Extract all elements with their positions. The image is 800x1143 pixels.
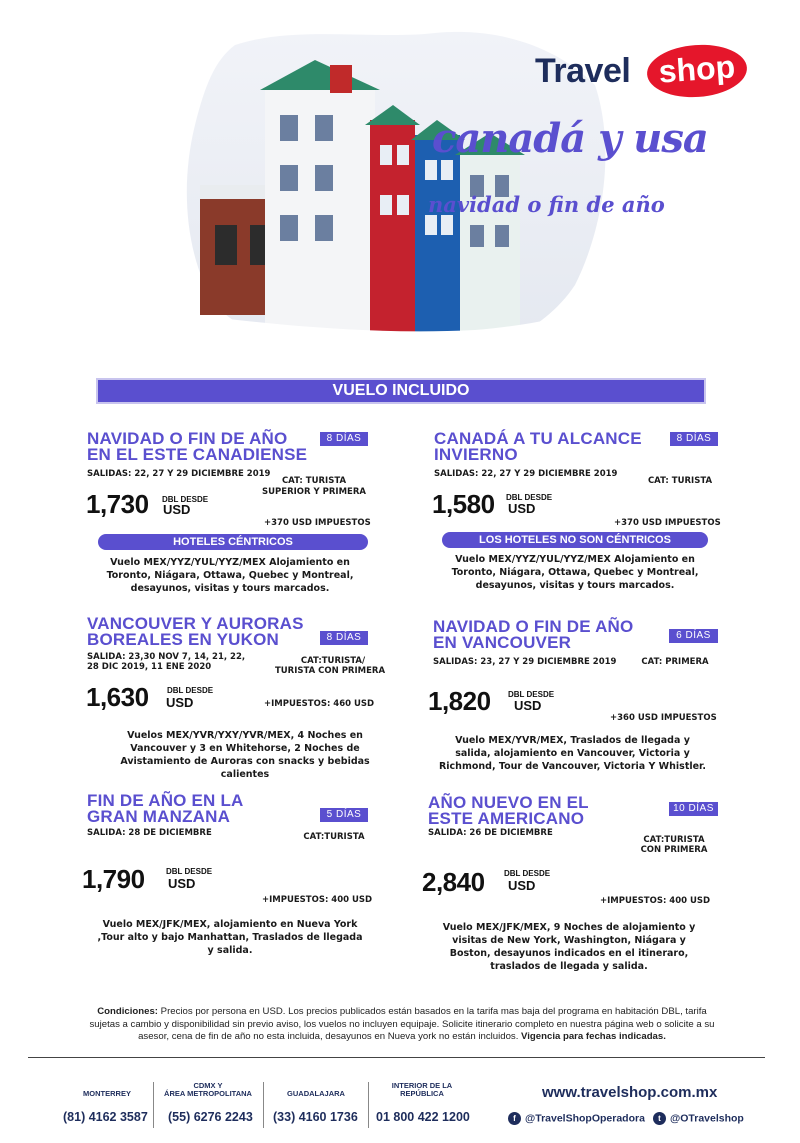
package-title-line2: EN EL ESTE CANADIENSE xyxy=(87,445,308,464)
category-line2: SUPERIOR Y PRIMERA xyxy=(262,487,366,497)
salidas-text-line2: 28 DIC 2019, 11 ENE 2020 xyxy=(87,662,212,672)
description-line: Vuelo MEX/JFK/MEX, 9 Noches de alojamiento y xyxy=(442,922,696,933)
office-city xyxy=(372,1082,472,1098)
category-line1: CAT: TURISTA xyxy=(647,476,713,486)
package-title-line1: NAVIDAD O FIN DE AÑO xyxy=(87,429,288,448)
package-title-line1: CANADÁ A TU ALCANCE xyxy=(434,429,642,448)
category-line1: CAT:TURISTA xyxy=(303,832,365,842)
office-city-line: CDMX Y xyxy=(193,1081,223,1090)
category-line1: CAT:TURISTA xyxy=(643,835,705,845)
description-line: calientes xyxy=(220,769,270,780)
description-line: Vancouver y 3 en Whitehorse, 2 Noches de xyxy=(130,743,360,754)
package-title-line1: FIN DE AÑO EN LA xyxy=(87,791,244,810)
hotel-pill: LOS HOTELES NO SON CÉNTRICOS xyxy=(442,532,708,548)
conditions-label: Condiciones: xyxy=(97,1006,158,1017)
salidas-text: SALIDAS: 23, 27 Y 29 DICIEMBRE 2019 xyxy=(433,657,617,667)
category-line2: CON PRIMERA xyxy=(640,845,708,855)
description-line: traslados de llegada y salida. xyxy=(490,961,648,972)
impuestos-text: +360 USD IMPUESTOS xyxy=(610,713,717,723)
twitter-icon: t xyxy=(653,1112,666,1125)
impuestos-text: +IMPUESTOS: 460 USD xyxy=(264,699,375,709)
price-value: 1,790 xyxy=(82,864,145,894)
office-phone[interactable]: (55) 6276 2243 xyxy=(168,1110,253,1124)
description-line: Vuelo MEX/YVR/MEX, Traslados de llegada y xyxy=(455,735,690,746)
description-line: Vuelo MEX/YYZ/YUL/YYZ/MEX Alojamiento en xyxy=(455,554,695,565)
salidas-text: SALIDA: 26 DE DICIEMBRE xyxy=(428,828,553,838)
dbl-desde-label: DBL DESDE xyxy=(508,690,555,699)
days-badge: 8 DÍAS xyxy=(670,432,718,446)
description-line: Toronto, Niágara, Ottawa, Quebec y Montreal, xyxy=(451,567,699,578)
description-line: visitas de New York, Washington, Niágara y xyxy=(452,935,686,946)
days-badge: 10 DÍAS xyxy=(669,802,718,816)
vuelo-incluido-banner: VUELO INCLUIDO xyxy=(96,378,706,404)
dbl-desde-label: DBL DESDE xyxy=(167,686,214,695)
office-city-line: MONTERREY xyxy=(83,1089,131,1098)
conditions-text xyxy=(84,1006,720,1044)
description-line: Vuelo MEX/YYZ/YUL/YYZ/MEX Alojamiento en xyxy=(110,557,350,568)
office-city xyxy=(160,1082,256,1098)
category-line2: TURISTA CON PRIMERA xyxy=(274,666,386,676)
description-line: Toronto, Niágara, Ottawa, Quebec y Montreal, xyxy=(106,570,354,581)
conditions-body: Precios por persona en USD. Los precios publicados están basados en la tarifa mas baja del programa en habitación DBL, tarifa sujetas a cambio y disponibilidad sin previo aviso, los vuelos no incluyen equipaje. Solicite itinerario completo en nuestra página web o solicite a su asesor, cena de fin de año no esta incluida, desayunos en Nueva york no están incluidos. xyxy=(89,1006,715,1042)
footer-separator xyxy=(263,1082,264,1128)
twitter-handle: @OTravelshop xyxy=(670,1112,744,1125)
dbl-desde-label: DBL DESDE xyxy=(162,495,209,504)
office-city-line: ÁREA METROPOLITANA xyxy=(164,1089,252,1098)
price-value: 1,730 xyxy=(86,489,149,519)
price-value: 2,840 xyxy=(422,867,485,897)
package-title-line1: VANCOUVER Y AURORAS xyxy=(87,614,304,633)
impuestos-text: +370 USD IMPUESTOS xyxy=(614,518,721,528)
dbl-desde-label: DBL DESDE xyxy=(504,869,551,878)
description-line: salida, alojamiento en Vancouver, Victoria y xyxy=(455,748,690,759)
days-badge: 8 DÍAS xyxy=(320,432,368,446)
usd-label: USD xyxy=(514,698,542,713)
footer-divider xyxy=(28,1057,765,1058)
dbl-desde-label: DBL DESDE xyxy=(506,493,553,502)
hotel-pill: HOTELES CÉNTRICOS xyxy=(98,534,368,550)
package-title-line2: GRAN MANZANA xyxy=(87,807,231,826)
description-line: Richmond, Tour de Vancouver, Victoria Y Whistler. xyxy=(438,761,706,772)
description-line: Avistamiento de Auroras con snacks y bebidas xyxy=(120,756,370,767)
website-link[interactable]: www.travelshop.com.mx xyxy=(542,1084,718,1101)
category-line1: CAT: TURISTA xyxy=(281,476,347,486)
office-city xyxy=(62,1090,152,1098)
usd-label: USD xyxy=(163,502,191,517)
logo-shop-badge: shop xyxy=(645,42,748,101)
travelshop-logo xyxy=(535,42,755,102)
salidas-text: SALIDAS: 22, 27 Y 29 DICIEMBRE 2019 xyxy=(434,469,618,479)
salidas-text: SALIDAS: 22, 27 Y 29 DICIEMBRE 2019 xyxy=(87,469,271,479)
impuestos-text: +IMPUESTOS: 400 USD xyxy=(600,896,711,906)
package-description xyxy=(80,556,380,595)
office-phone[interactable]: (81) 4162 3587 xyxy=(63,1110,148,1124)
usd-label: USD xyxy=(508,878,536,893)
office-phone[interactable]: 01 800 422 1200 xyxy=(376,1110,470,1124)
twitter-link[interactable] xyxy=(653,1112,744,1125)
office-city-line: GUADALAJARA xyxy=(287,1089,345,1098)
impuestos-text: +370 USD IMPUESTOS xyxy=(264,518,371,528)
package-title-line2: INVIERNO xyxy=(434,445,518,464)
description-line: desayunos, visitas y tours marcados. xyxy=(130,583,330,594)
office-city-line: INTERIOR DE LA xyxy=(391,1081,453,1090)
days-badge: 8 DÍAS xyxy=(320,631,368,645)
package-title-line2: EN VANCOUVER xyxy=(433,633,572,652)
impuestos-text: +IMPUESTOS: 400 USD xyxy=(262,895,373,905)
category-line1: CAT: PRIMERA xyxy=(641,657,709,667)
usd-label: USD xyxy=(168,876,196,891)
package-description xyxy=(420,734,725,773)
description-line: ,Tour alto y bajo Manhattan, Traslados de llegada xyxy=(97,932,363,943)
office-phone[interactable]: (33) 4160 1736 xyxy=(273,1110,358,1124)
description-line: y salida. xyxy=(207,945,253,956)
category-line1: CAT:TURISTA/ xyxy=(300,656,366,666)
price-value: 1,630 xyxy=(86,682,149,712)
logo-travel-text: Travel xyxy=(535,52,631,90)
description-line: Boston, desayunos indicados en el itineraro, xyxy=(449,948,689,959)
price-value: 1,580 xyxy=(432,489,495,519)
hero-subheadline: navidad o fin de año xyxy=(428,192,665,217)
description-line: Vuelo MEX/JFK/MEX, alojamiento en Nueva York xyxy=(102,919,358,930)
days-badge: 5 DÍAS xyxy=(320,808,368,822)
description-line: desayunos, visitas y tours marcados. xyxy=(475,580,675,591)
conditions-vigencia: Vigencia para fechas indicadas. xyxy=(521,1031,666,1042)
salidas-text-line1: SALIDA: 23,30 NOV 7, 14, 21, 22, xyxy=(87,652,246,662)
footer-separator xyxy=(153,1082,154,1128)
hero-headline: canadá y usa xyxy=(432,115,708,162)
office-city xyxy=(268,1090,364,1098)
footer-separator xyxy=(368,1082,369,1128)
dbl-desde-label: DBL DESDE xyxy=(166,867,213,876)
facebook-link[interactable] xyxy=(508,1112,645,1125)
facebook-handle: @TravelShopOperadora xyxy=(525,1112,645,1125)
package-description xyxy=(425,553,725,592)
usd-label: USD xyxy=(508,501,536,516)
usd-label: USD xyxy=(166,695,194,710)
price-value: 1,820 xyxy=(428,686,491,716)
days-badge: 6 DÍAS xyxy=(669,629,718,643)
package-description xyxy=(418,921,720,973)
package-description xyxy=(95,729,395,781)
facebook-icon: f xyxy=(508,1112,521,1125)
salidas-text: SALIDA: 28 DE DICIEMBRE xyxy=(87,828,212,838)
package-description xyxy=(80,918,380,957)
package-title-line2: ESTE AMERICANO xyxy=(428,809,585,828)
office-city-line: REPÚBLICA xyxy=(400,1089,444,1098)
package-title-line1: AÑO NUEVO EN EL xyxy=(428,793,589,812)
description-line: Vuelos MEX/YVR/YXY/YVR/MEX, 4 Noches en xyxy=(127,730,363,741)
package-title-line1: NAVIDAD O FIN DE AÑO xyxy=(433,617,634,636)
package-title-line2: BOREALES EN YUKON xyxy=(87,630,280,649)
